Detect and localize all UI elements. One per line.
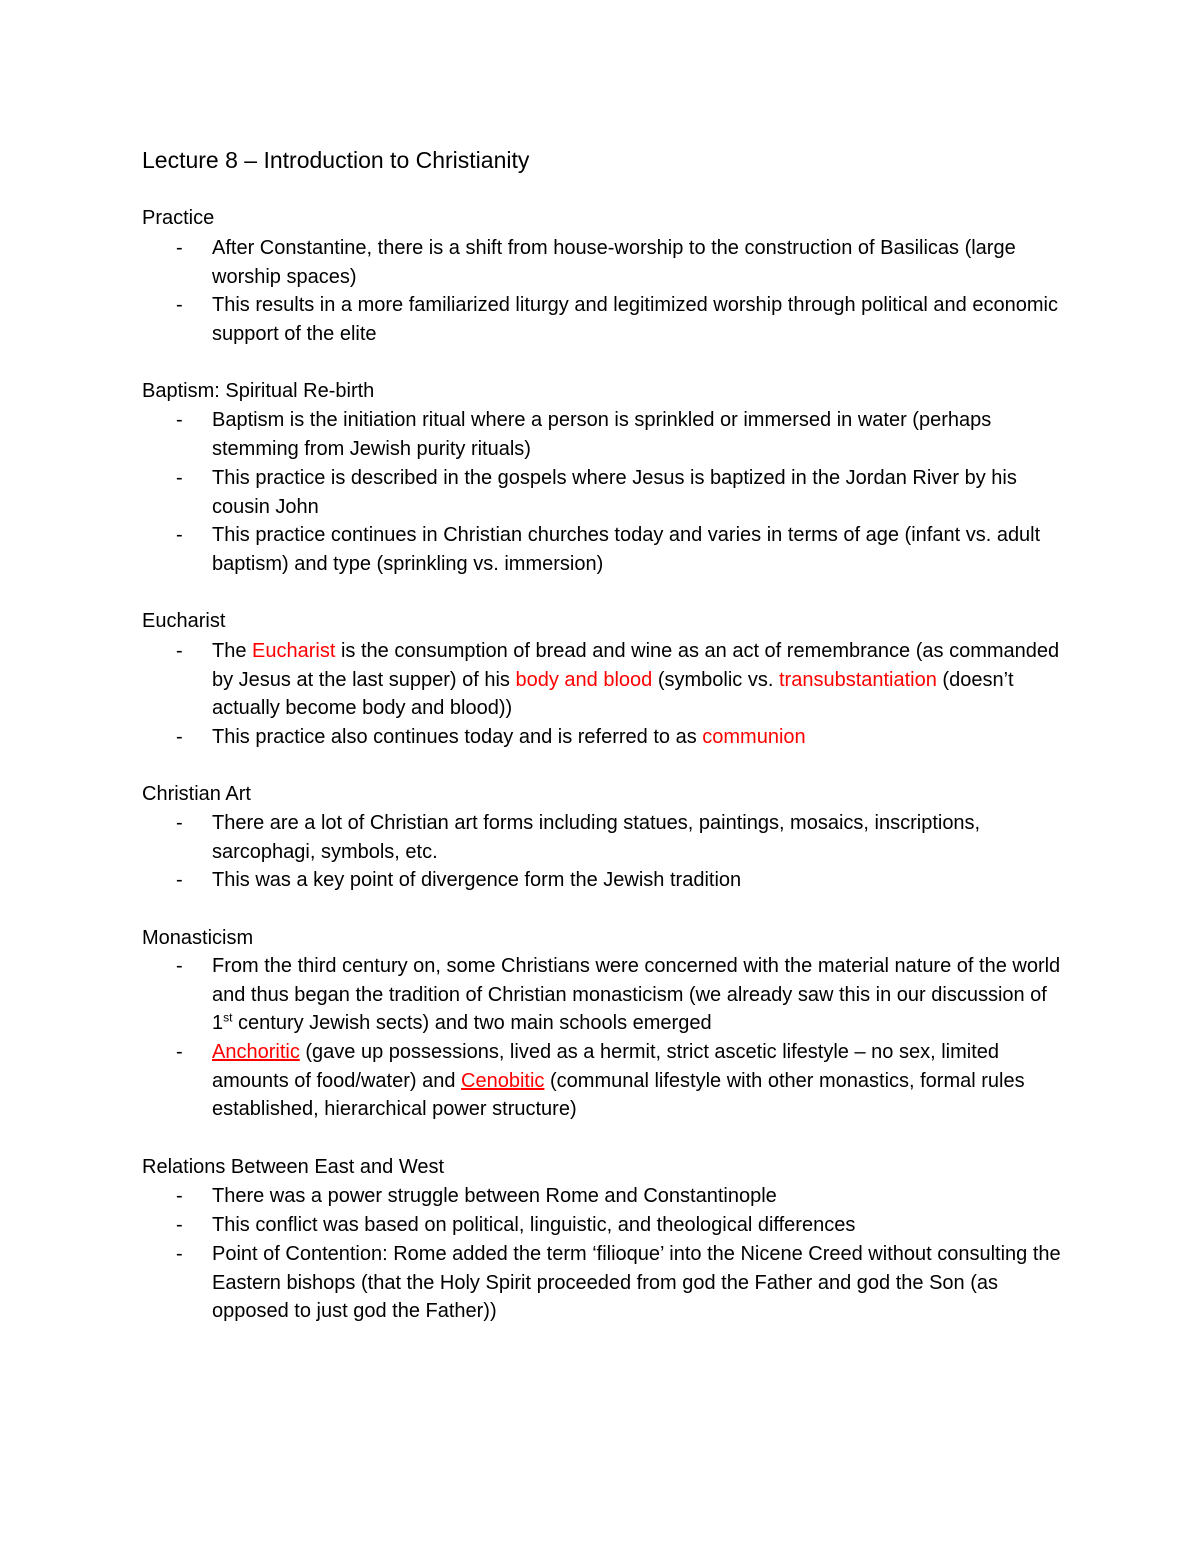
bullet-text: This was a key point of divergence form the Jewish tradition [212,869,742,891]
keyword-communion: communion [702,726,806,748]
bullet-text: This conflict was based on political, linguistic, and theological differences [212,1214,856,1236]
keyword-transubstantiation: transubstantiation [778,668,937,691]
bullet-marker: - [176,409,183,431]
bullet-text [212,1038,1072,1124]
keyword-body-and-blood: body and blood [515,668,653,691]
bullet-marker: - [176,237,183,259]
text-run: (symbolic vs. [652,668,779,691]
bullet-text: After Constantine, there is a shift from house-worship to the construction of Basilicas (large worship spaces) [212,237,1016,288]
keyword-anchoritic: Anchoritic [212,1041,300,1063]
text-run: (communal lifestyle with other monastics, formal rules established, hierarchical power structure) [212,1069,1025,1121]
text-run: (doesn’t actually become body and blood)) [212,668,1014,720]
text-run: This practice also continues today and is referred to as [212,726,703,748]
text-run: century Jewish sects) and two main schools emerged [232,1012,712,1035]
section-heading-baptism: Baptism: Spiritual Re-birth [142,380,375,402]
section-heading-eucharist: Eucharist [142,610,226,632]
text-run: is the consumption of bread and wine as an act of remembrance (as commanded by Jesus at the last supper) of his [212,640,1060,691]
bullet-marker: - [176,955,183,977]
bullet-text [212,952,1072,1038]
bullet-text: There are a lot of Christian art forms including statues, paintings, mosaics, inscriptions, sarcophagi, symbols, etc. [212,812,981,863]
bullet-marker: - [176,294,183,316]
section-heading-monasticism: Monasticism [142,927,254,949]
bullet-marker: - [176,1243,183,1265]
bullet-text [212,637,1072,723]
bullet-marker: - [176,640,183,662]
bullet-marker: - [176,1185,183,1207]
ordinal-suffix: st [223,1010,233,1025]
bullet-text: Baptism is the initiation ritual where a person is sprinkled or immersed in water (perhaps stemming from Jewish purity rituals) [212,409,992,460]
section-heading-practice: Practice [142,207,215,229]
bullet-marker: - [176,726,183,748]
bullet-marker: - [176,467,183,489]
section-heading-christian-art: Christian Art [142,783,251,805]
text-run: From the third century on, some Christians were concerned with the material nature of the world and thus began the tradition of Christian monasticism (we already saw this in our discussion of 1 [212,955,1061,1035]
bullet-text: Point of Contention: Rome added the term ‘filioque’ into the Nicene Creed without consulting the Eastern bishops (that the Holy Spirit proceeded from god the Father and god the Son (as opposed to just god the Father)) [212,1243,1061,1323]
bullet-text [212,723,1072,752]
bullet-marker: - [176,1041,183,1063]
text-run: (gave up possessions, lived as a hermit, strict ascetic lifestyle – no sex, limited amounts of food/water) and [212,1041,999,1092]
bullet-text: There was a power struggle between Rome and Constantinople [212,1185,777,1207]
bullet-text: This practice continues in Christian churches today and varies in terms of age (infant vs. adult baptism) and type (sprinkling vs. immersion) [212,524,1041,575]
keyword-eucharist: Eucharist [252,640,336,662]
bullet-text: This results in a more familiarized liturgy and legitimized worship through political and economic support of the elite [212,294,1058,345]
section-heading-east-west: Relations Between East and West [142,1156,445,1178]
page-title: Lecture 8 – Introduction to Christianity [142,147,530,173]
bullet-marker: - [176,1214,183,1236]
text-run: The [212,640,253,662]
bullet-marker: - [176,869,183,891]
keyword-cenobitic: Cenobitic [461,1069,545,1092]
bullet-marker: - [176,524,183,546]
bullet-text: This practice is described in the gospels where Jesus is baptized in the Jordan River by his cousin John [212,467,1017,518]
bullet-marker: - [176,812,183,834]
